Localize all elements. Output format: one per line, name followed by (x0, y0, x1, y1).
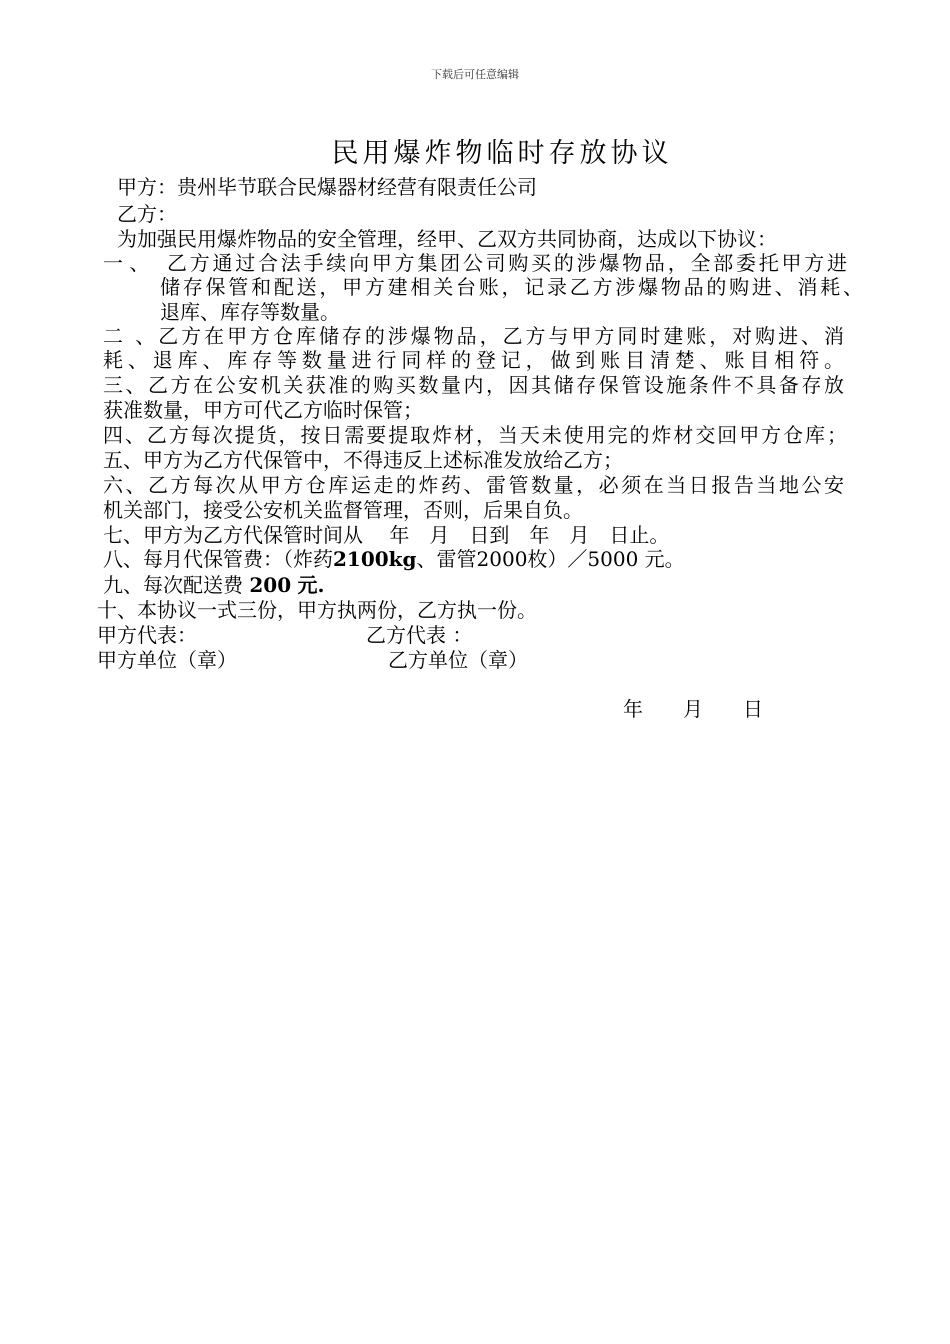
party-a-representative: 甲方代表： (97, 623, 197, 647)
clause-2-line-1: 二 、乙方在甲方仓库储存的涉爆物品，乙方与甲方同时建账，对购进、消 (103, 324, 844, 348)
party-b-line: 乙方： (117, 202, 177, 226)
header-note: 下载后可任意编辑 (431, 68, 519, 81)
party-a-unit-seal: 甲方单位（章） (97, 648, 237, 672)
clause-1-line-3: 退库、库存等数量。 (160, 300, 340, 324)
clause-4: 四、乙方每次提货，按日需要提取炸材，当天未使用完的炸材交回甲方仓库； (103, 423, 847, 447)
clause-1-line-1: 乙方通过合法手续向甲方集团公司购买的涉爆物品，全部委托甲方进 (167, 251, 847, 275)
delivery-fee-amount: 200 (249, 573, 292, 597)
clause-10: 十、本协议一式三份，甲方执两份，乙方执一份。 (97, 598, 537, 622)
detonator-quantity: 2000 (476, 547, 528, 571)
clause-9-prefix: 九、每次配送费 (103, 573, 243, 597)
document-title: 民用爆炸物临时存放协议 (331, 138, 673, 169)
signing-date: 年 月 日 (623, 697, 763, 721)
intro-paragraph: 为加强民用爆炸物品的安全管理，经甲、乙双方共同协商，达成以下协议： (117, 227, 777, 251)
clause-2-line-2: 耗、退库、库存等数量进行同样的登记，做到账目清楚、账目相符。 (103, 348, 844, 372)
clause-1-number: 一 、 (103, 251, 150, 275)
party-a-line: 甲方：贵州毕节联合民爆器材经营有限责任公司 (117, 175, 537, 199)
clause-9-suffix: 元. (297, 573, 325, 597)
clause-3-line-2: 获准数量，甲方可代乙方临时保管； (103, 398, 423, 422)
clause-9 (103, 573, 324, 598)
clause-8-prefix: 八、每月代保管费：（炸药 (103, 547, 333, 571)
clause-3-line-1: 三、乙方在公安机关获准的购买数量内，因其储存保管设施条件不具备存放 (103, 373, 844, 397)
clause-7: 七、甲方为乙方代保管时间从 年 月 日到 年 月 日止。 (103, 523, 670, 547)
clause-1-line-2: 储存保管和配送，甲方建相关台账，记录乙方涉爆物品的购进、消耗、 (160, 275, 863, 299)
party-b-unit-seal: 乙方单位（章） (388, 648, 528, 672)
clause-8 (103, 547, 685, 572)
party-b-representative: 乙方代表 ： (366, 623, 473, 647)
clause-6-line-2: 机关部门，接受公安机关监督管理，否则，后果自负。 (103, 498, 583, 522)
clause-6-line-1: 六、乙方每次从甲方仓库运走的炸药、雷管数量，必须在当日报告当地公安 (103, 473, 844, 497)
clause-8-suffix: 枚）／5000 元。 (527, 547, 685, 571)
clause-8-middle: 、雷管 (416, 547, 477, 571)
clause-5: 五、甲方为乙方代保管中，不得违反上述标准发放给乙方； (103, 448, 623, 472)
explosive-quantity: 2100kg (333, 547, 417, 571)
